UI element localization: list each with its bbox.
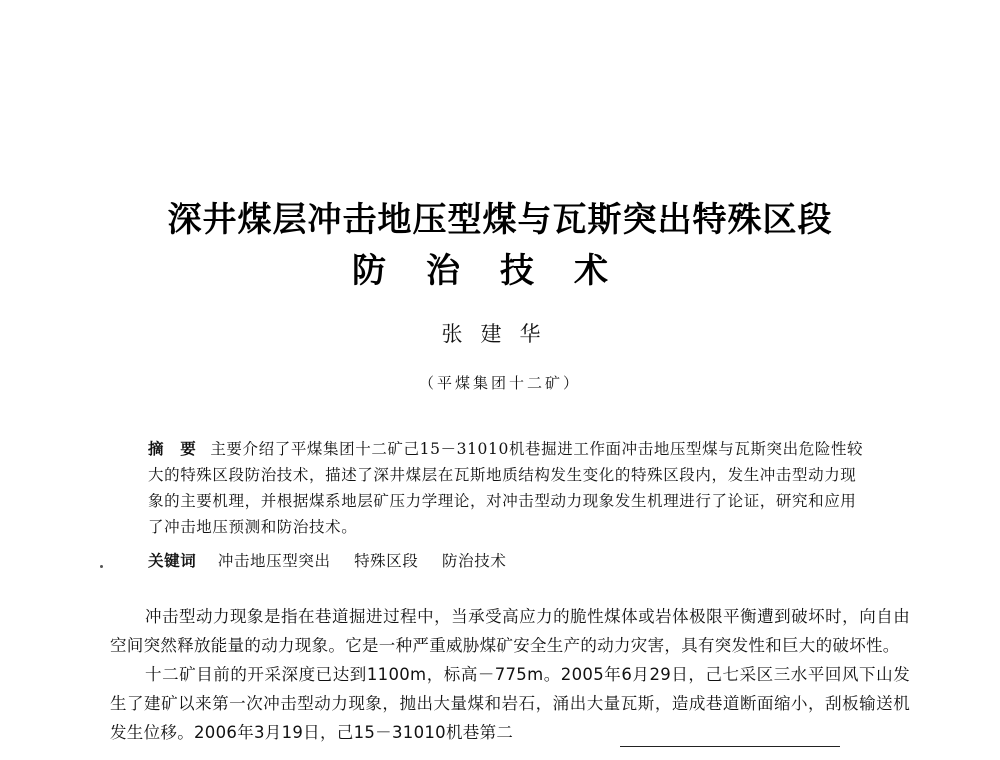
paragraph-2: 十二矿目前的开采深度已达到1100m，标高－775m。2005年6月29日，己七采区三水平回风下山发生了建矿以来第一次冲击型动力现象，抛出大量煤和岩石，涌出大量瓦斯，造成巷道断面缩小，刮板输送机发生位移。2006年3月19日，己15－31010机巷第二 [110, 665, 910, 742]
keywords [148, 549, 868, 571]
title-line-2: 防治技术 [352, 251, 648, 291]
keywords-label: 关键词 [148, 552, 197, 570]
footnote-rule [620, 746, 840, 747]
keyword-3: 防治技术 [442, 552, 507, 570]
abstract [148, 436, 868, 540]
abstract-text: 主要介绍了平煤集团十二矿己15－31010机巷掘进工作面冲击地压型煤与瓦斯突出危险性较大的特殊区段防治技术，描述了深井煤层在瓦斯地质结构发生变化的特殊区段内，发生冲击型动力现象的主要机理，并根据煤系地层矿压力学理论，对冲击型动力现象发生机理进行了论证，研究和应用了冲击地压预测和防治技术。 [148, 440, 864, 536]
scan-speck [100, 565, 103, 568]
abstract-label: 摘 要 [148, 440, 197, 458]
affiliation: （平煤集团十二矿） [418, 374, 581, 392]
body-text [110, 602, 910, 747]
title-line-1: 深井煤层冲击地压型煤与瓦斯突出特殊区段 [167, 200, 833, 240]
keyword-1: 冲击地压型突出 [217, 552, 331, 570]
keyword-2: 特殊区段 [354, 552, 419, 570]
author-name: 张建华 [441, 322, 559, 346]
paragraph-1: 冲击型动力现象是指在巷道掘进过程中，当承受高应力的脆性煤体或岩体极限平衡遭到破坏时，向自由空间突然释放能量的动力现象。它是一种严重威胁煤矿安全生产的动力灾害，具有突发性和巨大的破坏性。 [110, 607, 910, 655]
